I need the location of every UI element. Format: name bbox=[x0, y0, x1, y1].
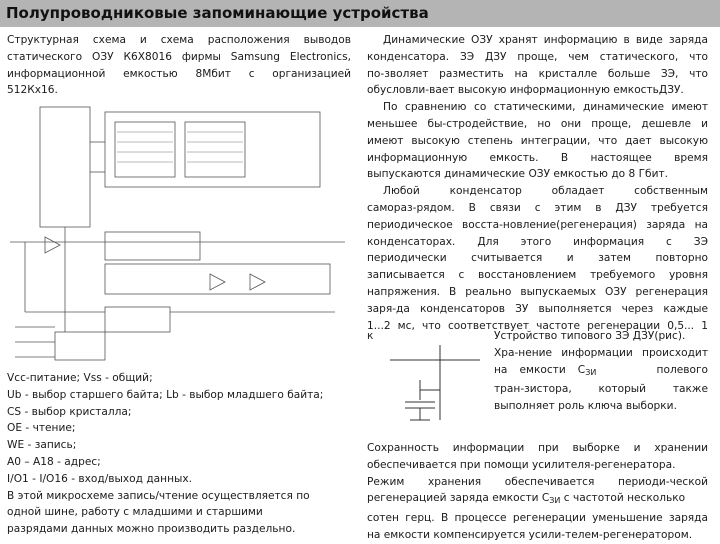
paragraph-line bbox=[367, 490, 708, 510]
cap-subscript: ЗИ bbox=[549, 496, 561, 506]
paragraph-line: Динамические ОЗУ хранят информацию в виде заряда bbox=[383, 34, 708, 46]
cap-subscript: ЗИ bbox=[585, 367, 597, 377]
paragraph-line: информационную емкость. В настоящее время bbox=[367, 151, 708, 164]
intro-line: Структурная схема и схема расположения выводов bbox=[7, 34, 351, 46]
intro-line: информационной емкостью 8Мбит с организацией bbox=[7, 67, 351, 80]
paragraph-line: на емкости компенсируется усили-телем-регенератором. bbox=[367, 528, 693, 541]
legend-line: ОЕ - чтение; bbox=[7, 422, 76, 435]
address-decoder-block bbox=[40, 107, 90, 227]
paragraph-line: периодическое восста-новление(регенерация) заряда на bbox=[367, 218, 708, 231]
paragraph-line: напряжения. В реально выпускаемых ОЗУ регенерация bbox=[367, 285, 708, 298]
paragraph-line: Любой конденсатор обладает собственным bbox=[383, 185, 708, 198]
paragraph-line: записывается с восстановлением требуемого уровня bbox=[367, 269, 708, 282]
wrap-line: Устройство типового ЗЭ ДЗУ(рис). bbox=[494, 330, 686, 342]
legend-line: одной шине, работу с младшими и старшими bbox=[7, 506, 263, 519]
paragraph-line: По сравнению со статическими, динамические имеют bbox=[383, 101, 708, 114]
paragraph-line: Режим хранения обеспечивается периоди-ческой bbox=[367, 475, 708, 488]
paragraph-line: по-зволяет разместить на кристалле больше ЗЭ, что bbox=[367, 67, 708, 80]
intro-line: 512Кх16. bbox=[7, 84, 58, 97]
intro-line: статического ОЗУ К6Х8016 фирмы Samsung Electronics, bbox=[7, 50, 351, 63]
paragraph-line: 1...2 мс, что соответствует частоте регенерации 0,5... 1 bbox=[367, 319, 708, 332]
paragraph-line: сотен герц. В процессе регенерации уменьшение заряда bbox=[367, 512, 708, 525]
memory-array-block bbox=[105, 112, 320, 187]
sram-block-diagram bbox=[5, 102, 351, 368]
cut-text: к bbox=[367, 330, 374, 342]
wrap-line: тран-зистора, который также bbox=[494, 383, 708, 396]
cap-label: регенерацией заряда емкости C bbox=[367, 492, 550, 505]
control-logic-block bbox=[55, 332, 105, 360]
paragraph-line: конденсатора. ЗЭ ДЗУ проще, чем статического, что bbox=[367, 50, 708, 63]
paragraph-line: имеют высокую степень интеграции, что дает высокую bbox=[367, 134, 708, 147]
data-buffer-block bbox=[105, 264, 330, 294]
legend-line: Vcc-питание; Vss - общий; bbox=[7, 372, 153, 384]
dram-cell-figure bbox=[380, 340, 490, 430]
paragraph-line: обусловли-вает высокую информационную емкостьДЗУ. bbox=[367, 84, 684, 97]
wrap-line: выполняет роль ключа выборки. bbox=[494, 400, 677, 413]
io-control-block bbox=[105, 232, 200, 260]
wrap-line bbox=[494, 362, 708, 382]
cap-label: на емкости C bbox=[494, 363, 586, 376]
legend-line: Ub - выбор старшего байта; Lb - выбор младшего байта; bbox=[7, 388, 324, 401]
legend-line: CS - выбор кристалла; bbox=[7, 405, 132, 418]
paragraph-line: конденсаторах. Для этого информация с ЗЭ bbox=[367, 235, 708, 248]
output-control-block bbox=[105, 307, 170, 332]
cap-suffix: с частотой несколько bbox=[560, 492, 686, 505]
paragraph-line: Сохранность информации при выборке и хранении bbox=[367, 442, 708, 454]
legend-line: A0 – A18 - адрес; bbox=[7, 455, 101, 468]
pin-legend bbox=[7, 370, 352, 538]
paragraph-line: периодически считывается и затем повторно bbox=[367, 252, 708, 265]
wrap-line: Хра-нение информации происходит bbox=[494, 346, 708, 359]
left-intro bbox=[7, 32, 351, 99]
cap-suffix: полевого bbox=[656, 363, 709, 376]
legend-line: В этой микросхеме запись/чтение осуществляется по bbox=[7, 489, 310, 502]
paragraph-line: меньшее бы-стродействие, но они проще, дешевле и bbox=[367, 117, 708, 130]
cell-description bbox=[494, 328, 708, 415]
paragraph-line: выпускаются динамические ОЗУ емкостью до 8 Гбит. bbox=[367, 168, 669, 181]
legend-line: WE - запись; bbox=[7, 439, 77, 452]
legend-line: I/O1 - I/O16 - вход/выход данных. bbox=[7, 472, 193, 485]
legend-line: разрядами данных можно производить раздельно. bbox=[7, 523, 296, 536]
page-title: Полупроводниковые запоминающие устройства bbox=[6, 4, 429, 22]
paragraph-line: заря-да конденсаторов ЗУ выполняется через каждые bbox=[367, 302, 708, 315]
dram-description bbox=[367, 32, 708, 334]
paragraph-line: самораз-рядом. В связи с этим в ДЗУ требуется bbox=[367, 201, 708, 214]
paragraph-line: обеспечивается при помощи усилителя-регенератора. bbox=[367, 458, 676, 471]
regeneration-text bbox=[367, 440, 708, 544]
